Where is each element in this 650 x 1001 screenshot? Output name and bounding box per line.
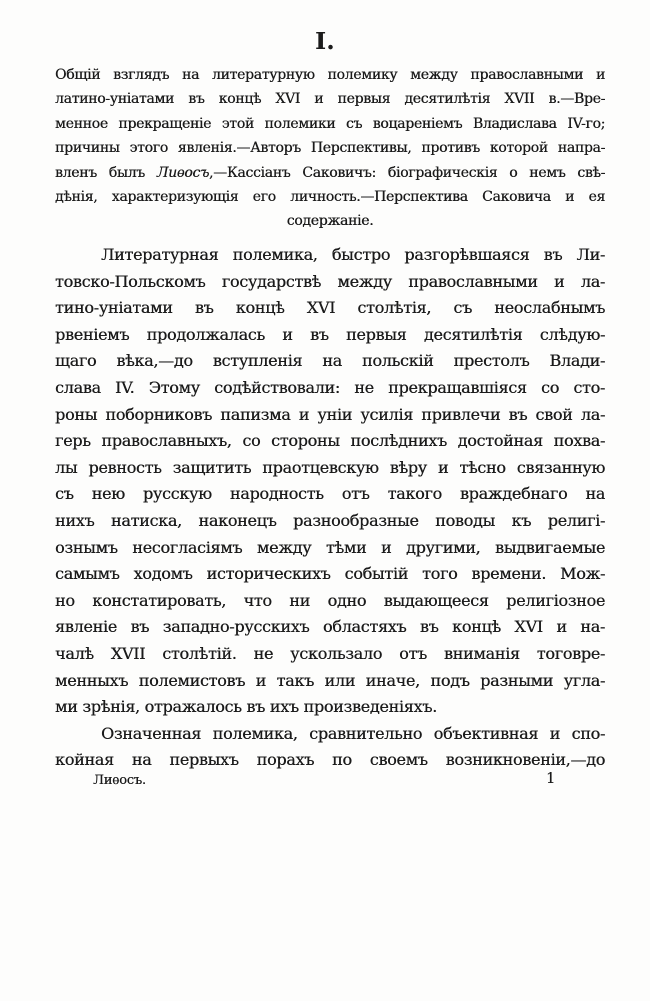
text-line: щаго вѣка,—до вступленія на польскій престолъ Влади- bbox=[55, 351, 605, 371]
text-line: ознымъ несогласіямъ между тѣми и другими, выдвигаемые bbox=[55, 537, 605, 557]
summary-line: латино-уніатами въ концѣ XVI и первыя десятилѣтія XVII в.—Вре- bbox=[55, 91, 605, 108]
paragraph-2 bbox=[55, 721, 605, 774]
text-line: ми зрѣнія, отражалось въ ихъ произведеніяхъ. bbox=[55, 697, 437, 717]
text-line: явленіе въ западно-русскихъ областяхъ въ концѣ XVI и на- bbox=[55, 617, 605, 637]
book-title-lithos: Лиѳосъ bbox=[156, 164, 209, 181]
summary-line: менное прекращеніе этой полемики съ воцареніемъ Владислава IV-го; bbox=[55, 115, 605, 132]
text-line: герь православныхъ, со стороны послѣднихъ достойная похва- bbox=[55, 431, 605, 451]
text-line: но констатировать, что ни одно выдающееся религіозное bbox=[55, 590, 605, 610]
text-line: съ нею русскую народность отъ такого враждебнаго на bbox=[55, 484, 605, 504]
chapter-number: I. bbox=[315, 28, 335, 55]
text-line: Означенная полемика, сравнительно объективная и спо- bbox=[101, 723, 605, 743]
summary-text: ,—Кассіанъ Саковичъ: біографическія о немъ свѣ- bbox=[208, 164, 605, 181]
text-line: рвеніемъ продолжалась и въ первыя десятилѣтія слѣдую- bbox=[55, 324, 605, 344]
summary-line bbox=[55, 161, 605, 185]
main-text bbox=[55, 242, 605, 774]
summary-line: причины этого явленія.—Авторъ Перспективы, противъ которой напра- bbox=[55, 140, 605, 157]
text-line: слава IV. Этому содѣйствовали: не прекращавшіяся со сто- bbox=[55, 377, 605, 397]
page-number: 1 bbox=[546, 771, 556, 787]
text-line: роны поборниковъ папизма и уніи усилія привлечи въ свой ла- bbox=[55, 404, 605, 424]
footer-catchword: Лиѳосъ. bbox=[93, 773, 146, 788]
text-line: нихъ натиска, наконецъ разнообразные поводы къ религі- bbox=[55, 510, 605, 530]
summary-line: дѣнія, характеризующія его личность.—Перспектива Саковича и ея bbox=[55, 188, 605, 205]
summary-line: Общій взглядъ на литературную полемику между православными и bbox=[55, 67, 605, 83]
text-line: чалѣ XVII столѣтій. не ускользало отъ вниманія тоговре- bbox=[55, 643, 605, 663]
text-line: тино-уніатами въ концѣ XVI столѣтія, съ неослабнымъ bbox=[55, 298, 605, 318]
text-line: менныхъ полемистовъ и такъ или иначе, подъ разными угла- bbox=[55, 670, 605, 690]
text-line: лы ревность защитить праотцевскую вѣру и тѣсно связанную bbox=[55, 457, 605, 477]
paragraph-1 bbox=[55, 242, 605, 721]
text-line: товско-Польскомъ государствѣ между православными и ла- bbox=[55, 271, 605, 291]
summary-text: вленъ былъ bbox=[55, 164, 157, 181]
text-line: Литературная полемика, быстро разгорѣвшаяся въ Ли- bbox=[101, 245, 605, 264]
text-line: койная на первыхъ порахъ по своемъ возникновеніи,—до bbox=[55, 750, 605, 770]
text-line: самымъ ходомъ историческихъ событій того времени. Мож- bbox=[55, 564, 605, 584]
chapter-summary bbox=[55, 63, 605, 234]
summary-last-line: содержаніе. bbox=[286, 213, 374, 230]
